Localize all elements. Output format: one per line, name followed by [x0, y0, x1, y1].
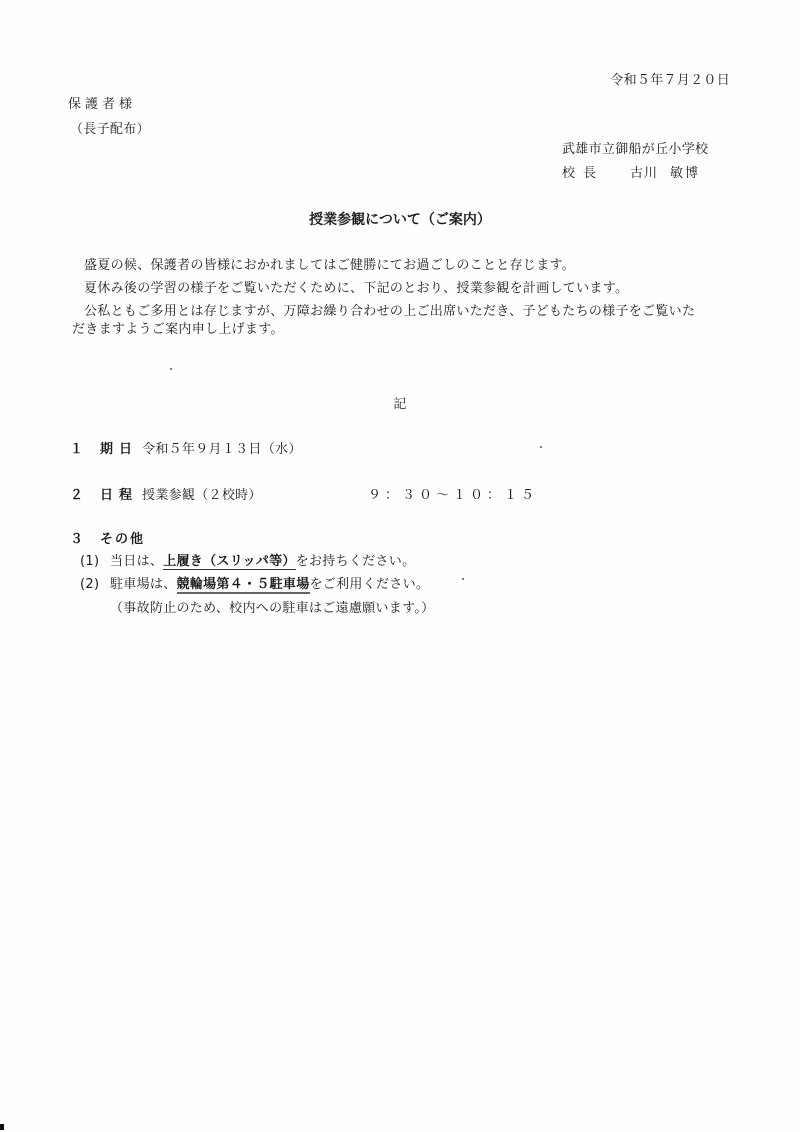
recipient: 保護者様 — [68, 97, 137, 112]
sender-given-name: 敏博 — [670, 166, 701, 181]
item-other — [70, 531, 149, 549]
paragraph-3-line-2: だきますようご案内申し上げます。 — [72, 322, 284, 337]
note-2-post: をご利用ください。 — [309, 577, 430, 592]
item-2-label: 日程 — [100, 488, 139, 503]
scan-speck — [170, 368, 172, 370]
other-note-2 — [80, 576, 429, 594]
note-2-emphasis: 競輪場第４・５駐車場 — [176, 577, 310, 592]
sender-role: 校長 — [562, 166, 605, 181]
item-1-number: １ — [70, 442, 84, 457]
item-1-value: 令和５年９月１３日（水） — [142, 442, 302, 457]
item-schedule — [70, 487, 539, 505]
item-3-number: ３ — [70, 532, 84, 547]
item-2-number: ２ — [70, 488, 84, 503]
note-1-pre: 当日は、 — [110, 554, 164, 569]
sender-surname: 古川 — [630, 166, 659, 181]
note-2-pre: 駐車場は、 — [110, 577, 177, 592]
item-1-label: 期日 — [100, 442, 139, 457]
recipient-note: （長子配布） — [70, 122, 150, 137]
scan-speck — [540, 446, 542, 448]
item-3-label: その他 — [100, 532, 146, 547]
ki-heading: 記 — [393, 397, 407, 412]
paragraph-3-line-1: 公私ともご多用とは存じますが、万障お繰り合わせの上ご出席いただき、子どもたちの様子をご覧いた — [84, 304, 696, 319]
note-1-post: をお持ちください。 — [295, 554, 416, 569]
paragraph-1-text: 盛夏の候、保護者の皆様におかれましてはご健勝にてお過ごしのことと存じます。 — [84, 258, 576, 273]
note-1-emphasis: 上履き（スリッパ等） — [163, 554, 296, 569]
note-2-number: (2) — [80, 577, 100, 592]
paragraph-2-text: 夏休み後の学習の様子をご覧いただくために、下記のとおり、授業参観を計画しています。 — [84, 281, 629, 296]
item-2-time: ９：３０～１０：１５ — [368, 488, 539, 503]
body-paragraph-3 — [72, 303, 742, 339]
body-paragraph-1 — [72, 257, 742, 275]
sender-school: 武雄市立御船が丘小学校 — [562, 142, 709, 157]
note-1-number: (1) — [80, 554, 100, 569]
other-note-3: （事故防止のため、校内への駐車はご遠慮願います。） — [110, 601, 435, 616]
body-paragraph-2 — [72, 280, 742, 298]
document-title: 授業参観について（ご案内） — [309, 212, 491, 228]
item-2-value: 授業参観（２校時） — [142, 488, 262, 503]
other-note-1 — [80, 553, 415, 571]
issue-date: 令和５年７月２０日 — [610, 73, 730, 88]
sender-principal — [562, 165, 700, 183]
item-date — [70, 441, 302, 459]
scan-speck — [462, 578, 464, 580]
scan-edge-mark — [0, 1124, 4, 1130]
